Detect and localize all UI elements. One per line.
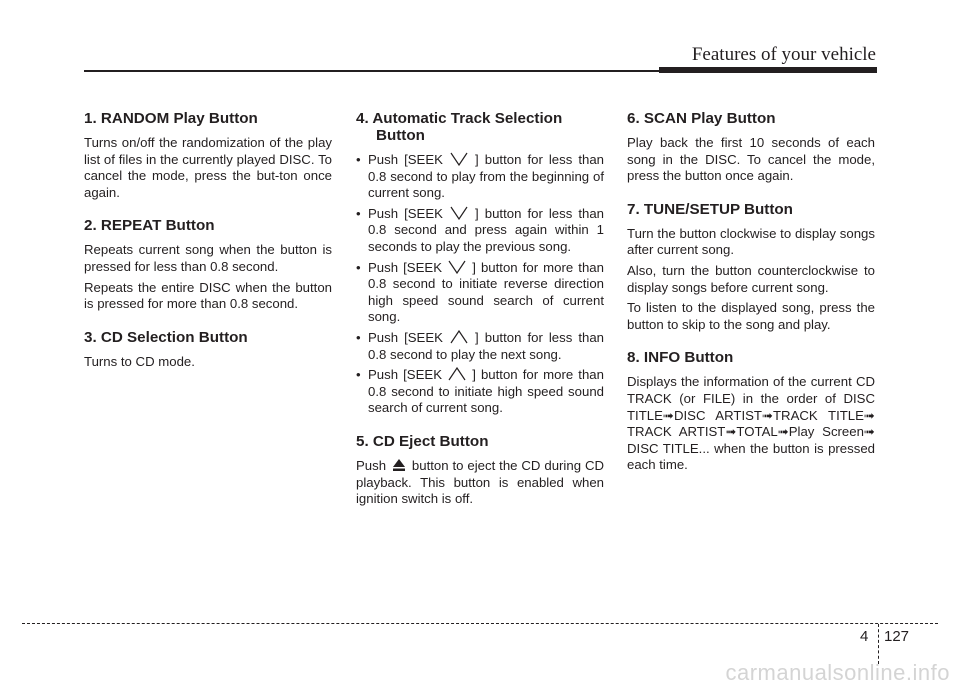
item-text-pre: Push [SEEK [368,367,442,383]
paragraph [356,458,604,508]
item-text-pre: Push [SEEK [368,205,443,221]
bullet: • [356,367,361,383]
paragraph-text-post: button to eject the CD during CD playback. This button is enabled when ignition switch is off. [356,457,604,507]
list-item [356,260,604,326]
section-repeat [84,217,332,312]
section-title: 6. SCAN Play Button [627,110,776,127]
item-text-post: ] button for more than 0.8 second to initiate high speed sound search of current song. [368,367,604,416]
item-text-pre: Push [SEEK [368,259,442,275]
header-rule-bar [659,67,877,73]
section-title: 3. CD Selection Button [84,328,248,346]
section-title: 2. REPEAT Button [84,217,215,235]
chapter-number: 4 [860,628,869,645]
section-title: 4. Automatic Track Selection Button [356,110,563,144]
section-cd-eject [356,433,604,508]
paragraph: Turns on/off the randomization of the play list of files in the currently played DISC. To cancel the mode, press the but-ton once again. [84,135,332,200]
watermark: carmanualsonline.info [725,660,950,685]
section-title: 1. RANDOM Play Button [84,110,258,127]
paragraph: Play back the first 10 seconds of each song in the DISC. To cancel the mode, press the button once again. [627,135,875,184]
bullet: • [356,152,361,167]
list-item [356,206,604,256]
header-rule [84,70,659,72]
bullet: • [356,205,361,221]
chevron-down-icon [450,152,468,166]
item-text-post: ] button for less than 0.8 second and press again within 1 seconds to play the previous song. [368,205,605,254]
item-text-pre: Push [SEEK [368,329,443,345]
paragraph: Turns to CD mode. [84,353,195,369]
paragraph-text-pre: Push [356,457,387,473]
paragraph: Turn the button clockwise to display songs after current song. [627,225,875,258]
section-title: 8. INFO Button [627,349,734,367]
page-number: 127 [884,628,910,645]
list-item [356,330,604,363]
section-tune-setup [627,201,875,334]
chevron-down-icon [448,260,466,274]
item-text-post: ] button for less than 0.8 second to play the next song. [368,329,605,362]
item-text-pre: Push [SEEK [368,152,443,167]
chevron-up-icon [448,367,466,381]
column-left [84,110,332,386]
chevron-up-icon [450,330,468,344]
paragraph: Repeats current song when the button is pressed for less than 0.8 second. [84,242,332,274]
eject-icon [393,459,405,471]
bullet-list [356,152,604,417]
list-item [356,152,604,202]
bullet: • [356,329,361,345]
bullet: • [356,259,361,275]
paragraph: Displays the information of the current CD TRACK (or FILE) in the order of DISC TITLE➟DISC ARTIST➟TRACK TITLE➟ TRACK ARTIST➟TOTAL➟Play Screen➟ DISC TITLE... when the button is pressed each time. [627,374,875,473]
section-info [627,349,875,474]
section-random [84,110,332,201]
column-right [627,110,875,490]
paragraph: To listen to the displayed song, press the button to skip to the song and play. [627,300,875,332]
section-scan [627,110,875,185]
item-text-post: ] button for less than 0.8 second to play from the beginning of current song. [368,152,605,201]
page-header-title: Features of your vehicle [691,44,876,65]
list-item [356,367,604,417]
column-middle [356,110,604,524]
section-title: 7. TUNE/SETUP Button [627,200,793,218]
paragraph: Repeats the entire DISC when the button is pressed for more than 0.8 second. [84,279,332,312]
section-track-selection [356,110,604,417]
section-title: 5. CD Eject Button [356,432,489,450]
item-text-post: ] button for more than 0.8 second to initiate reverse direction high speed sound search of current song. [368,259,604,325]
chevron-down-icon [450,206,468,220]
section-cd-selection [84,329,332,371]
footer-divider [22,623,938,624]
footer-vertical-divider [878,624,879,664]
paragraph: Also, turn the button counterclockwise to display songs before current song. [627,262,875,295]
